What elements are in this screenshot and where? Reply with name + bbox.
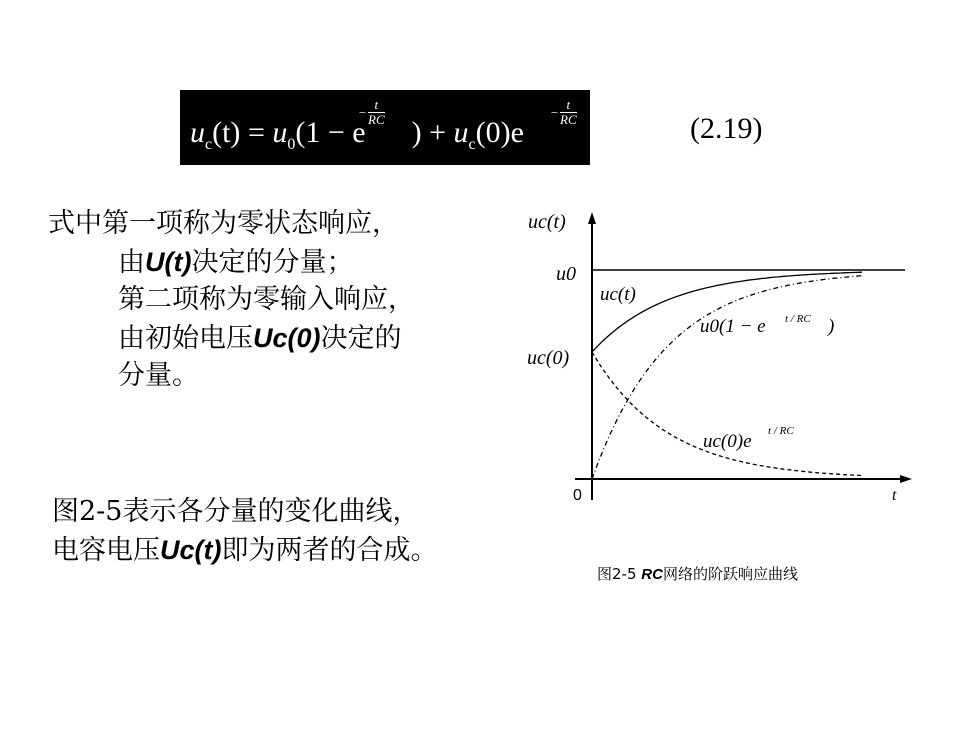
paragraph-line-5: 分量。 [118,360,199,391]
y-axis-arrow [588,212,596,224]
u0-label: u0 [556,263,576,285]
curve-zero-state-label: u0(1 − e [700,316,766,337]
paragraph-line-4: 由初始电压Uc(0)决定的 [118,323,402,354]
x-axis-label: t [892,487,897,504]
y-axis-label: uc(t) [528,211,566,233]
curve-zero-input-response [592,352,862,476]
summary-line-2: 电容电压Uc(t)即为两者的合成。 [52,535,438,566]
formula-expression: $u_c(t) = u_0(1 - e$ ) + $u_c(0)e$ [190,116,524,153]
x-axis-arrow [900,475,912,483]
paragraph-line-2: 由U(t)决定的分量； [118,247,354,278]
paragraph-line-1: 式中第一项称为零状态响应， [48,208,399,239]
zero-input-exp-label: t / RC [768,425,794,437]
paragraph-line-3: 第二项称为零输入响应， [118,284,415,315]
exponent-1: − t RC [358,97,385,127]
curve-total-label: uc(t) [600,284,636,305]
zero-state-close-paren: ) [828,316,835,337]
curve-zero-input-label: uc(0)e [703,431,752,452]
figure-caption: 图2-5 RC网络的阶跃响应曲线 [597,565,798,583]
equation-number: (2.19) [690,112,763,145]
origin-label: 0 [573,487,582,504]
summary-line-1: 图2-5表示各分量的变化曲线， [52,496,420,527]
exponent-2: − t RC [550,97,577,127]
zero-state-exp-label: t / RC [785,313,811,325]
uc0-label: uc(0) [527,347,570,369]
